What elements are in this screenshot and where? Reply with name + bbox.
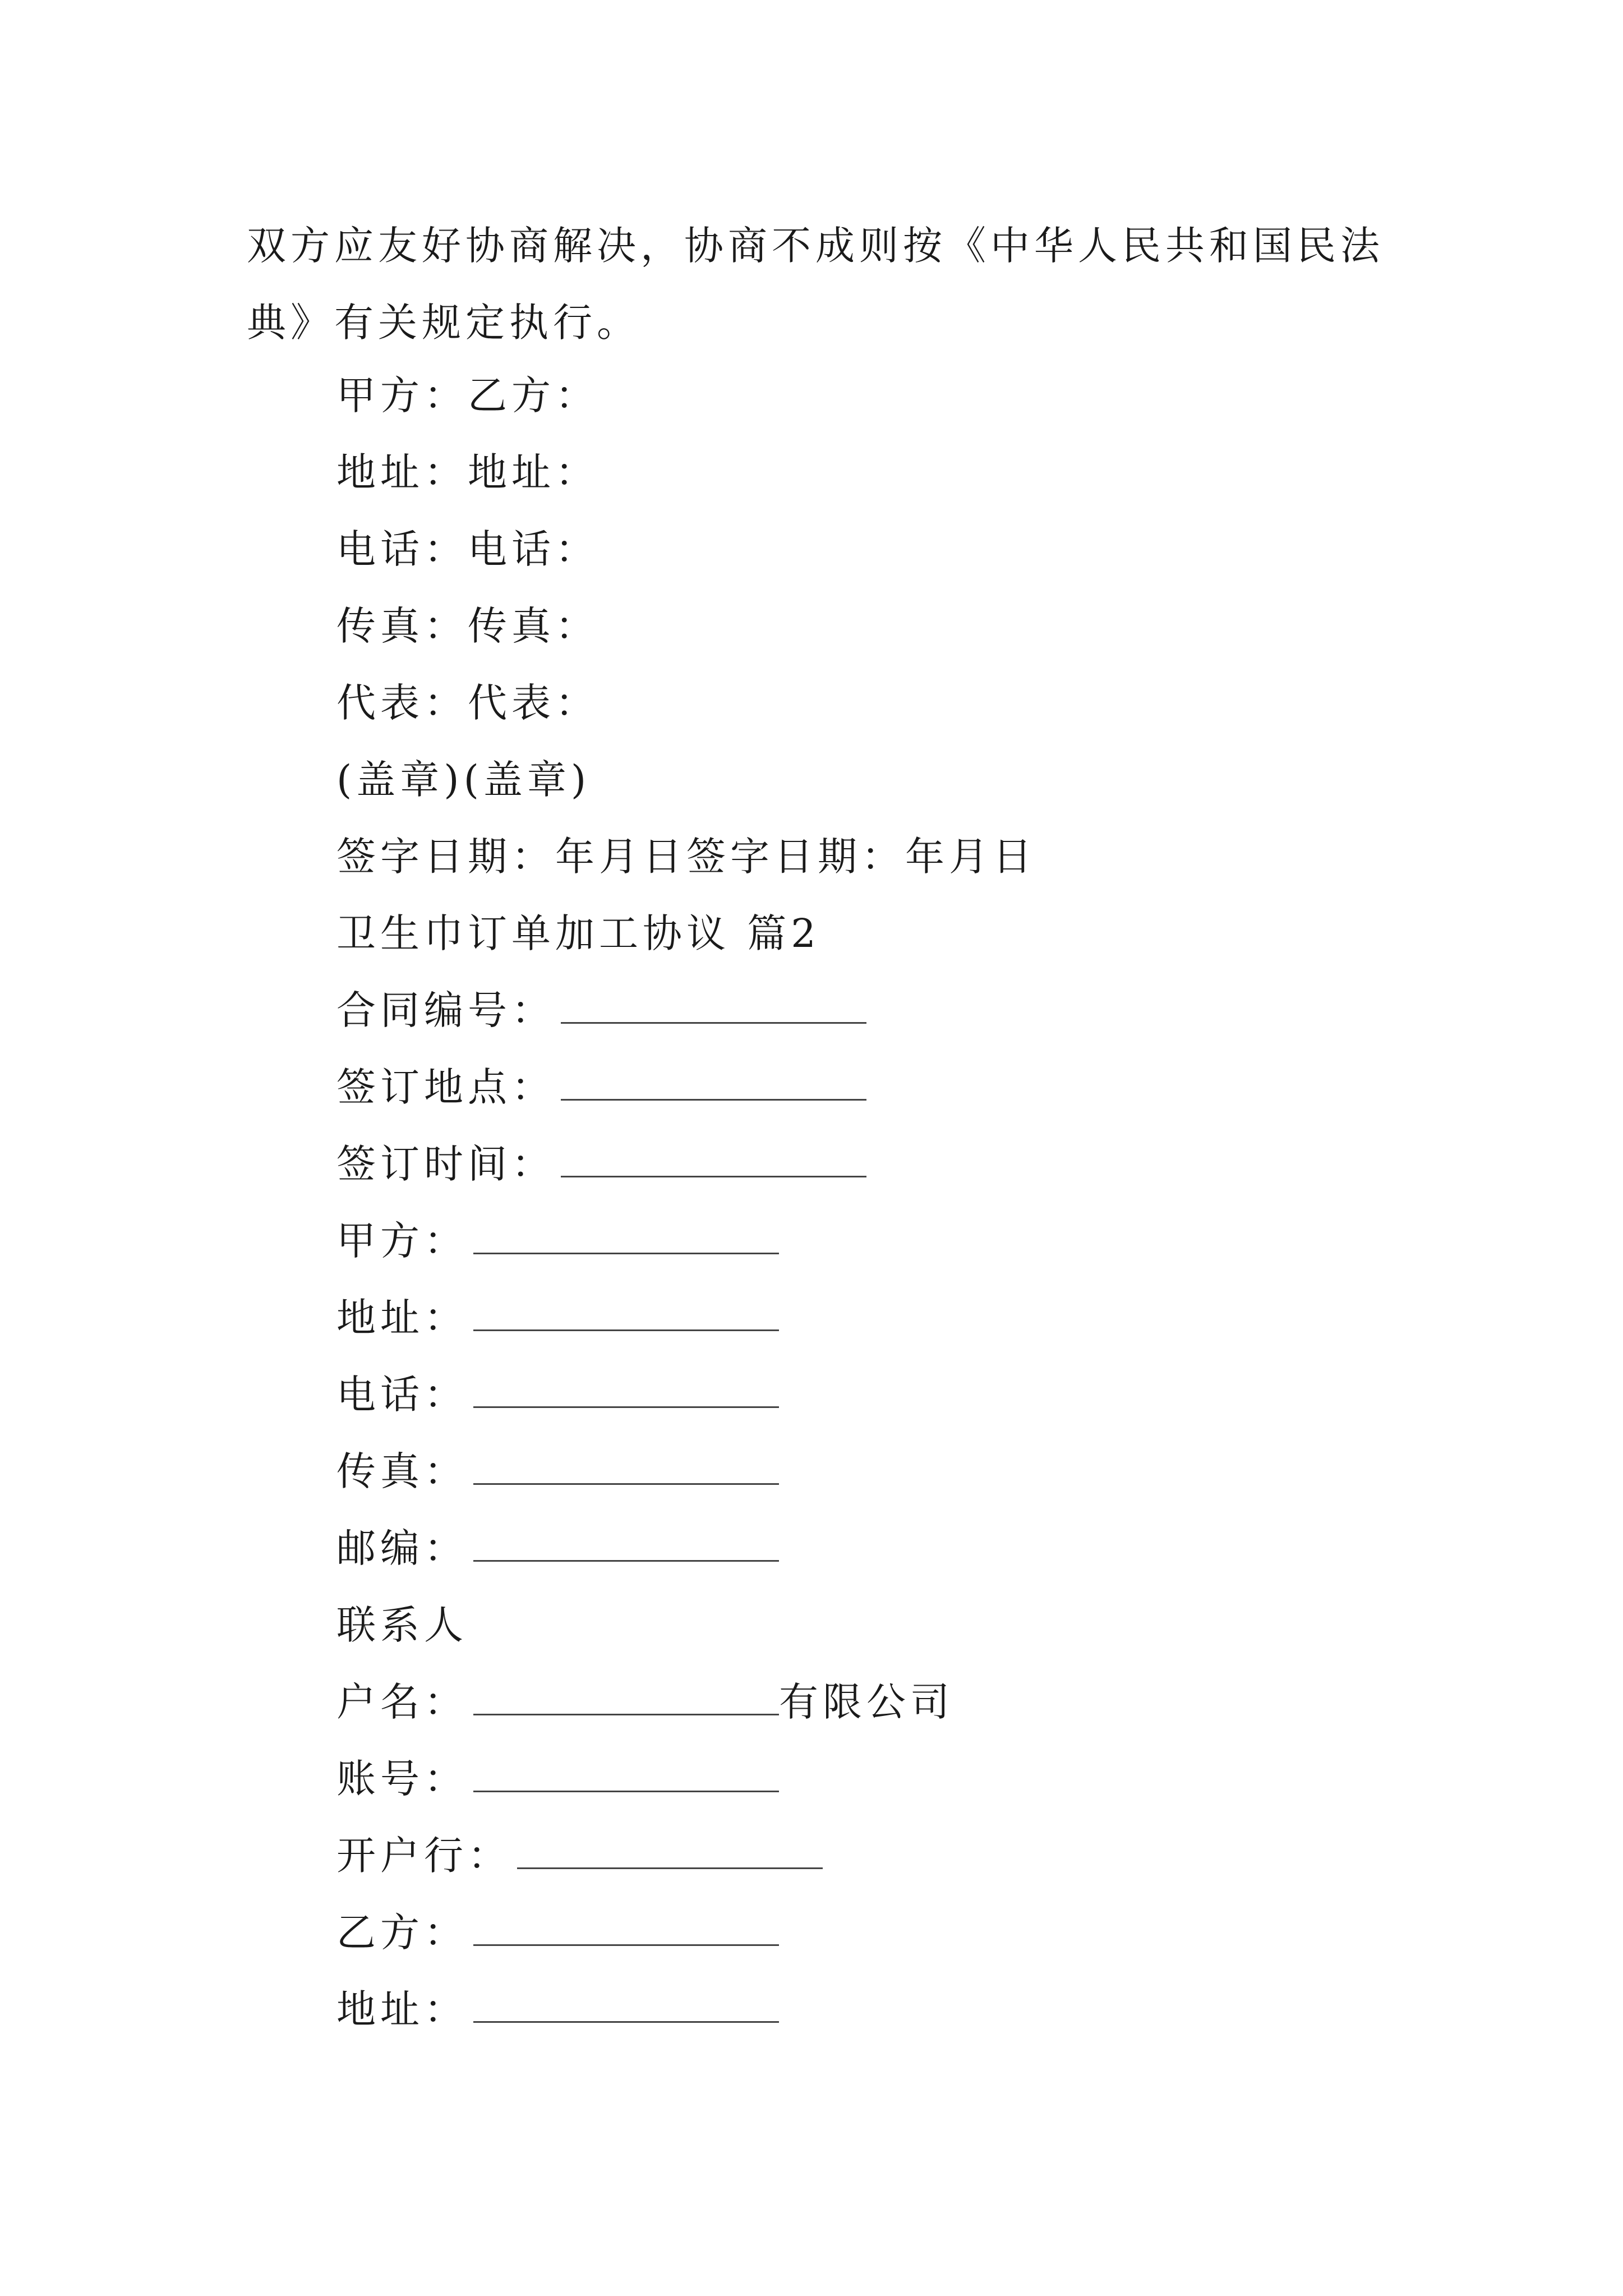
- fill-in-blank: [473, 1219, 779, 1254]
- field-label: 签订地点：: [336, 1064, 555, 1110]
- field-account-number: [336, 1754, 779, 1804]
- fill-in-blank: [561, 988, 866, 1024]
- field-account-name: [336, 1677, 954, 1727]
- field-party-b: [336, 1907, 779, 1958]
- field-postcode: [336, 1523, 779, 1573]
- field-bank: [336, 1830, 823, 1881]
- signature-line-party: 甲方：乙方：: [336, 372, 599, 418]
- body-paragraph: 双方应友好协商解决，协商不成则按《中华人民共和国民法典》有关规定执行。: [247, 223, 1384, 346]
- fill-in-blank: [473, 1680, 779, 1715]
- fill-in-blank: [473, 1757, 779, 1792]
- signature-line-fax: 传真：传真：: [336, 603, 599, 649]
- field-label: 电话：: [336, 1372, 468, 1418]
- signature-line-address: 地址：地址：: [336, 449, 599, 495]
- field-label: 甲方：: [336, 1218, 468, 1264]
- field-label: 地址：: [336, 1986, 468, 2032]
- fill-in-blank: [473, 1987, 779, 2023]
- field-label: 传真：: [336, 1448, 468, 1494]
- field-label: 账号：: [336, 1756, 468, 1802]
- field-label: 签订时间：: [336, 1141, 555, 1187]
- field-label: 户名：: [336, 1679, 468, 1725]
- field-label: 合同编号：: [336, 987, 555, 1033]
- fill-in-blank: [517, 1834, 823, 1869]
- fill-in-blank: [473, 1296, 779, 1331]
- field-address: [336, 1292, 779, 1343]
- fill-in-blank: [473, 1911, 779, 1946]
- field-party-a: [336, 1216, 779, 1266]
- signature-line-representative: 代表：代表：: [336, 680, 599, 726]
- field-phone: [336, 1369, 779, 1420]
- field-address-b: [336, 1984, 779, 2035]
- field-label: 地址：: [336, 1295, 468, 1341]
- fill-in-blank: [473, 1373, 779, 1408]
- field-suffix: 有限公司: [779, 1679, 954, 1725]
- signature-line-seal: (盖章)(盖章): [336, 757, 591, 803]
- fill-in-blank: [561, 1142, 866, 1177]
- signature-line-date: 签字日期：年月日签字日期：年月日: [336, 834, 1036, 880]
- signature-line-phone: 电话：电话：: [336, 526, 599, 572]
- fill-in-blank: [473, 1526, 779, 1562]
- section-title: 卫生巾订单加工协议 篇2: [336, 910, 820, 956]
- field-label: 开户行：: [336, 1833, 511, 1879]
- field-contract-number: [336, 985, 866, 1036]
- field-label: 乙方：: [336, 1910, 468, 1955]
- field-fax: [336, 1446, 779, 1497]
- contact-person-label: 联系人: [336, 1602, 468, 1648]
- field-label: 邮编：: [336, 1525, 468, 1571]
- field-signing-place: [336, 1062, 866, 1112]
- fill-in-blank: [473, 1450, 779, 1485]
- field-signing-time: [336, 1139, 866, 1189]
- fill-in-blank: [561, 1065, 866, 1101]
